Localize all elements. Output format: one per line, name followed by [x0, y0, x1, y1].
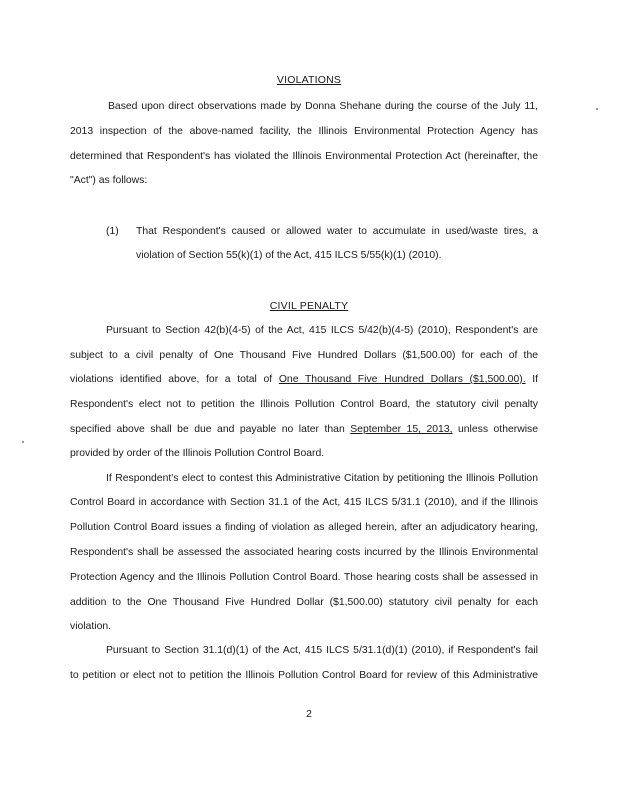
- violation-item-number: (1): [106, 226, 119, 237]
- penalty-p1-line-3: [70, 374, 538, 386]
- penalty-p1-line-4: Respondent's elect not to petition the Illinois Pollution Control Board, the statutory civil penalty: [70, 399, 538, 410]
- penalty-p2-line-4: Respondent's shall be assessed the associated hearing costs incurred by the Illinois Environmental: [70, 547, 538, 558]
- penalty-p2-line-3: Pollution Control Board issues a finding of violation as alleged herein, after an adjudicatory hearing,: [70, 522, 538, 533]
- penalty-p2-line-1: If Respondent's elect to contest this Administrative Citation by petitioning the Illinois Pollution: [106, 473, 538, 484]
- civil-penalty-heading: CIVIL PENALTY: [269, 300, 349, 312]
- violation-item-line-1: That Respondent's caused or allowed water to accumulate in used/waste tires, a: [136, 226, 538, 237]
- penalty-p1-line-5-pre: specified above shall be due and payable no later than: [70, 424, 345, 435]
- penalty-p1-line-5-post: unless otherwise: [458, 424, 538, 435]
- penalty-p1-line-3-pre: violations identified above, for a total of: [70, 374, 273, 385]
- violation-item-line-2: violation of Section 55(k)(1) of the Act, 415 ILCS 5/55(k)(1) (2010).: [136, 250, 442, 261]
- penalty-p1-line-6: provided by order of the Illinois Pollution Control Board.: [70, 448, 325, 459]
- penalty-p1-line-2: subject to a civil penalty of One Thousand Five Hundred Dollars ($1,500.00) for each of the: [70, 350, 538, 361]
- violations-intro-line-2: 2013 inspection of the above-named facility, the Illinois Environmental Protection Agency has: [70, 126, 538, 137]
- penalty-due-date: September 15, 2013,: [350, 424, 453, 435]
- penalty-p1-line-3-post: If: [532, 374, 539, 385]
- penalty-p2-line-5: Protection Agency and the Illinois Pollution Control Board. Those hearing costs shall be assessed in: [70, 572, 538, 583]
- penalty-p1-line-1: Pursuant to Section 42(b)(4-5) of the Act, 415 ILCS 5/42(b)(4-5) (2010), Respondent's are: [106, 325, 538, 336]
- penalty-p2-line-6: addition to the One Thousand Five Hundred Dollar ($1,500.00) statutory civil penalty for each: [70, 597, 538, 608]
- violations-heading: VIOLATIONS: [276, 74, 342, 86]
- penalty-p2-line-7: violation.: [70, 621, 112, 632]
- violations-intro-line-1: Based upon direct observations made by Donna Shehane during the course of the July 11,: [108, 101, 538, 112]
- violations-intro-line-3: determined that Respondent's has violated the Illinois Environmental Protection Act (hereinafter, the: [70, 151, 538, 162]
- violations-intro-line-4: "Act") as follows:: [70, 175, 148, 186]
- page-number: 2: [306, 709, 312, 720]
- scan-speck: [596, 108, 598, 110]
- scan-speck: [22, 441, 24, 443]
- penalty-p3-line-2: to petition or elect not to petition the Illinois Pollution Control Board for review of this Administrative: [70, 670, 538, 681]
- penalty-p1-line-5: [70, 424, 538, 436]
- penalty-total-amount: One Thousand Five Hundred Dollars ($1,500.00).: [278, 374, 526, 385]
- penalty-p2-line-2: Control Board in accordance with Section 31.1 of the Act, 415 ILCS 5/31.1 (2010), and if the Illinois: [70, 497, 538, 508]
- penalty-p3-line-1: Pursuant to Section 31.1(d)(1) of the Act, 415 ILCS 5/31.1(d)(1) (2010), if Respondent's fail: [106, 645, 538, 656]
